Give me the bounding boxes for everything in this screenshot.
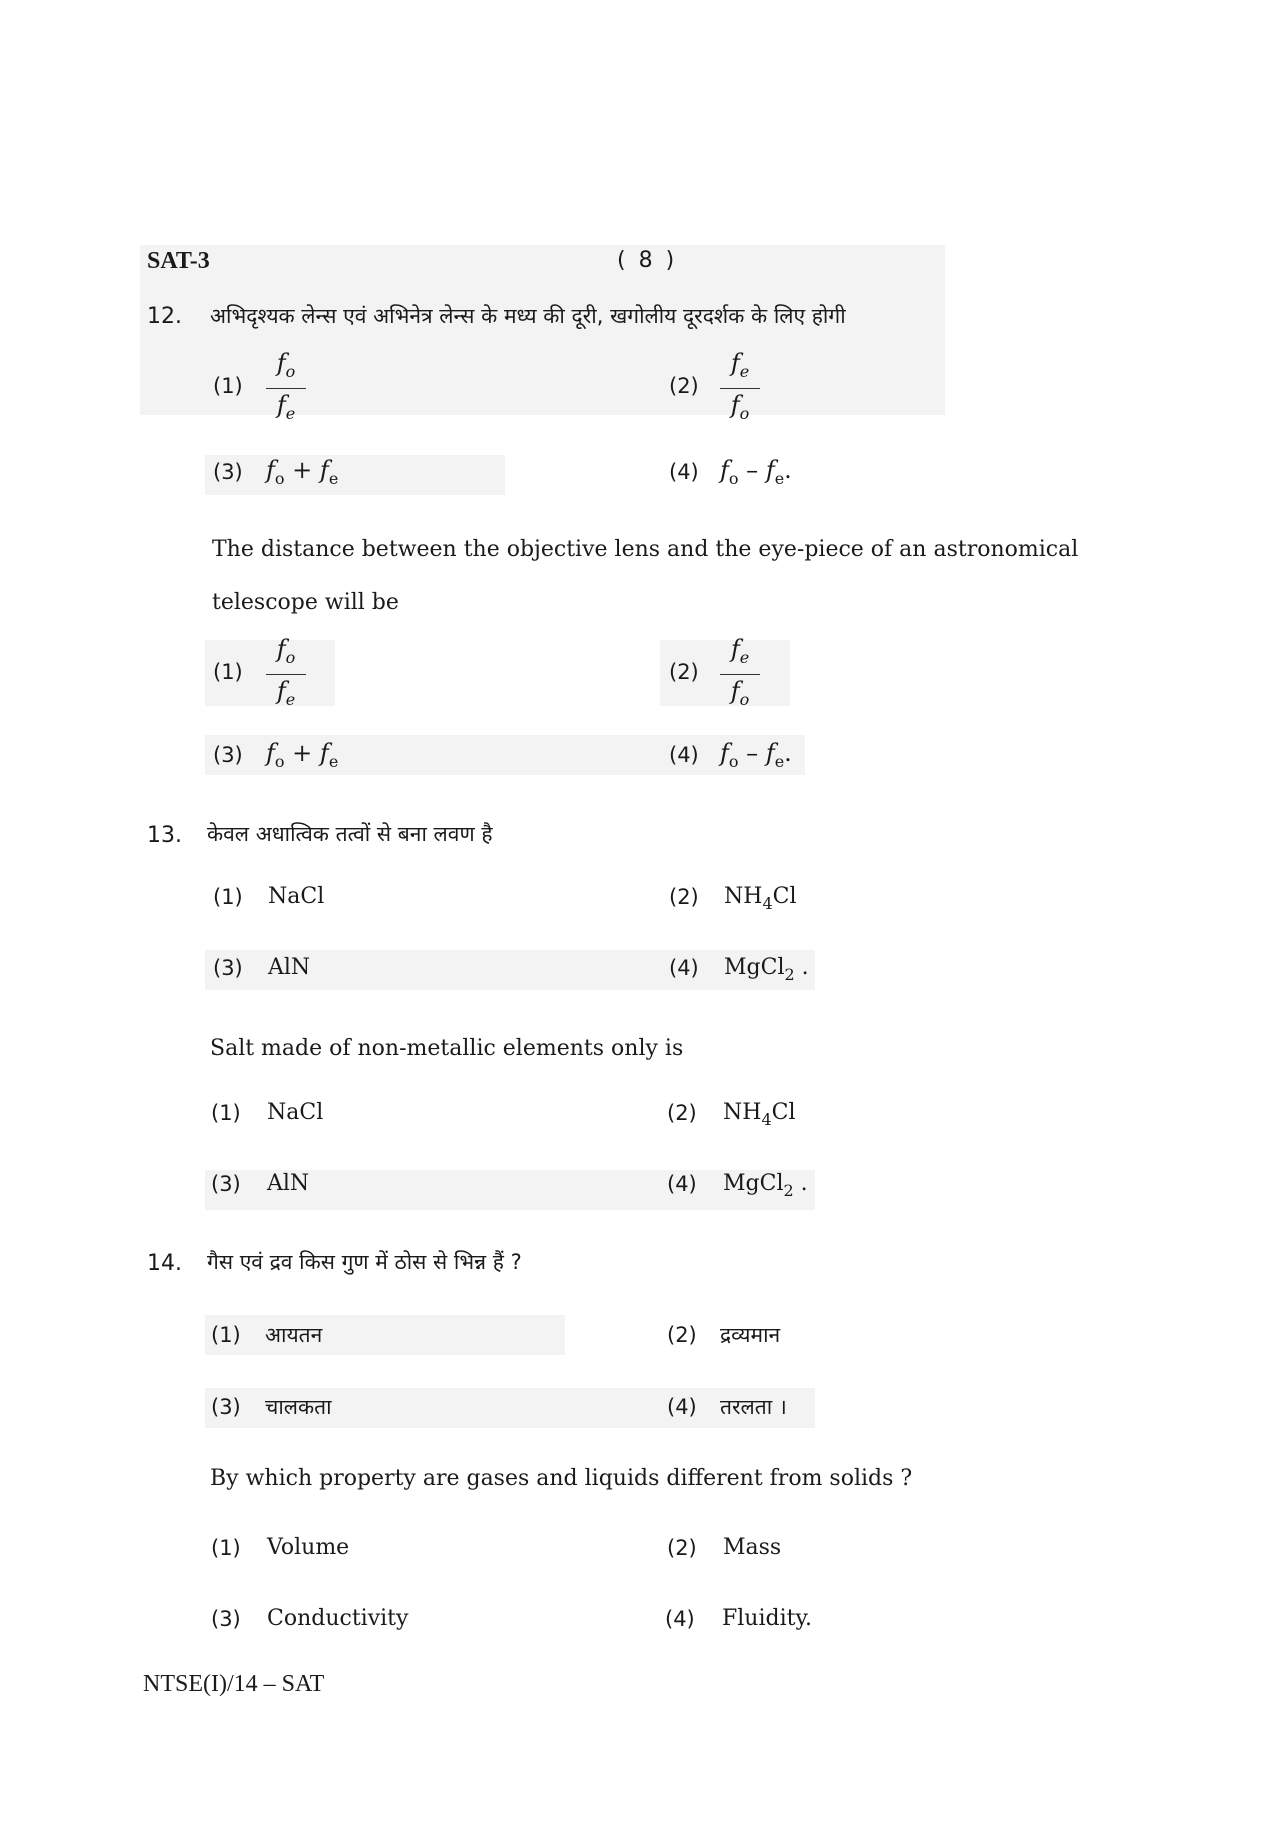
option-number: (4) xyxy=(669,460,699,484)
question-text-english: The distance between the objective lens and the eye-piece of an astronomical xyxy=(212,537,1079,562)
option-text: द्रव्यमान xyxy=(720,1323,781,1347)
expression-fo-minus-fe: $f_o - f_e$. xyxy=(720,739,792,771)
option-number: (2) xyxy=(667,1323,697,1347)
option-text: $NH_4Cl$ xyxy=(724,884,797,913)
paper-code: SAT-3 xyxy=(147,248,210,274)
option-number: (2) xyxy=(667,1101,697,1125)
option-number: (1) xyxy=(211,1536,241,1560)
option-number: (1) xyxy=(213,374,243,398)
option-number: (1) xyxy=(213,660,243,684)
fraction-fo-fe: $f_o$ $f_e$ xyxy=(266,636,306,713)
scan-shade xyxy=(205,455,505,495)
option-text: Volume xyxy=(267,1535,350,1560)
option-number: (3) xyxy=(211,1395,241,1419)
question-number: 13. xyxy=(147,823,182,848)
question-text-english: By which property are gases and liquids different from solids ? xyxy=(210,1466,913,1491)
option-text: आयतन xyxy=(265,1323,323,1347)
expression-fo-minus-fe: $f_o - f_e$. xyxy=(720,456,792,488)
option-number: (3) xyxy=(213,460,243,484)
question-number: 14. xyxy=(147,1251,182,1276)
option-number: (3) xyxy=(211,1172,241,1196)
option-number: (3) xyxy=(211,1607,241,1631)
fraction-fe-fo: $f_e$ $f_o$ xyxy=(720,350,760,427)
option-number: (1) xyxy=(211,1101,241,1125)
footer-code: NTSE(I)/14 – SAT xyxy=(143,1671,325,1697)
option-text: तरलता । xyxy=(720,1395,787,1419)
question-text-hindi: केवल अधात्विक तत्वों से बना लवण है xyxy=(207,822,493,846)
fraction-fe-fo: $f_e$ $f_o$ xyxy=(720,636,760,713)
option-text: MgCl$_2$ . xyxy=(723,1171,808,1200)
option-number: (3) xyxy=(213,956,243,980)
option-number: (4) xyxy=(669,956,699,980)
question-text-hindi: अभिदृश्यक लेन्स एवं अभिनेत्र लेन्स के मध्य की दूरी, खगोलीय दूरदर्शक के लिए होगी xyxy=(210,304,846,328)
option-text: NaCl xyxy=(267,1100,324,1125)
option-number: (2) xyxy=(667,1536,697,1560)
expression-fo-plus-fe: $f_o + f_e$ xyxy=(266,456,339,488)
question-text-english-cont: telescope will be xyxy=(212,590,399,615)
option-text: AlN xyxy=(267,1171,310,1196)
option-text: MgCl$_2$ . xyxy=(724,955,809,984)
option-number: (1) xyxy=(213,885,243,909)
option-text: NaCl xyxy=(268,884,325,909)
question-text-english: Salt made of non-metallic elements only is xyxy=(210,1036,684,1061)
option-text: $NH_4Cl$ xyxy=(723,1100,796,1129)
option-text: Mass xyxy=(723,1535,782,1560)
question-text-hindi: गैस एवं द्रव किस गुण में ठोस से भिन्न हैं ? xyxy=(207,1250,522,1274)
expression-fo-plus-fe: $f_o + f_e$ xyxy=(266,739,339,771)
option-text: Conductivity xyxy=(267,1606,409,1631)
option-text: AlN xyxy=(268,955,311,980)
page-number: ( 8 ) xyxy=(617,248,678,273)
fraction-fo-fe: $f_o$ $f_e$ xyxy=(266,350,306,427)
scan-shade xyxy=(140,245,945,415)
scan-shade xyxy=(205,1315,565,1355)
question-number: 12. xyxy=(147,304,182,329)
option-number: (2) xyxy=(669,885,699,909)
option-number: (4) xyxy=(667,1172,697,1196)
option-number: (2) xyxy=(669,374,699,398)
option-number: (4) xyxy=(665,1607,695,1631)
option-number: (3) xyxy=(213,743,243,767)
option-number: (4) xyxy=(667,1395,697,1419)
option-text: चालकता xyxy=(265,1395,332,1419)
option-text: Fluidity. xyxy=(722,1606,812,1631)
option-number: (2) xyxy=(669,660,699,684)
option-number: (1) xyxy=(211,1323,241,1347)
option-number: (4) xyxy=(669,743,699,767)
